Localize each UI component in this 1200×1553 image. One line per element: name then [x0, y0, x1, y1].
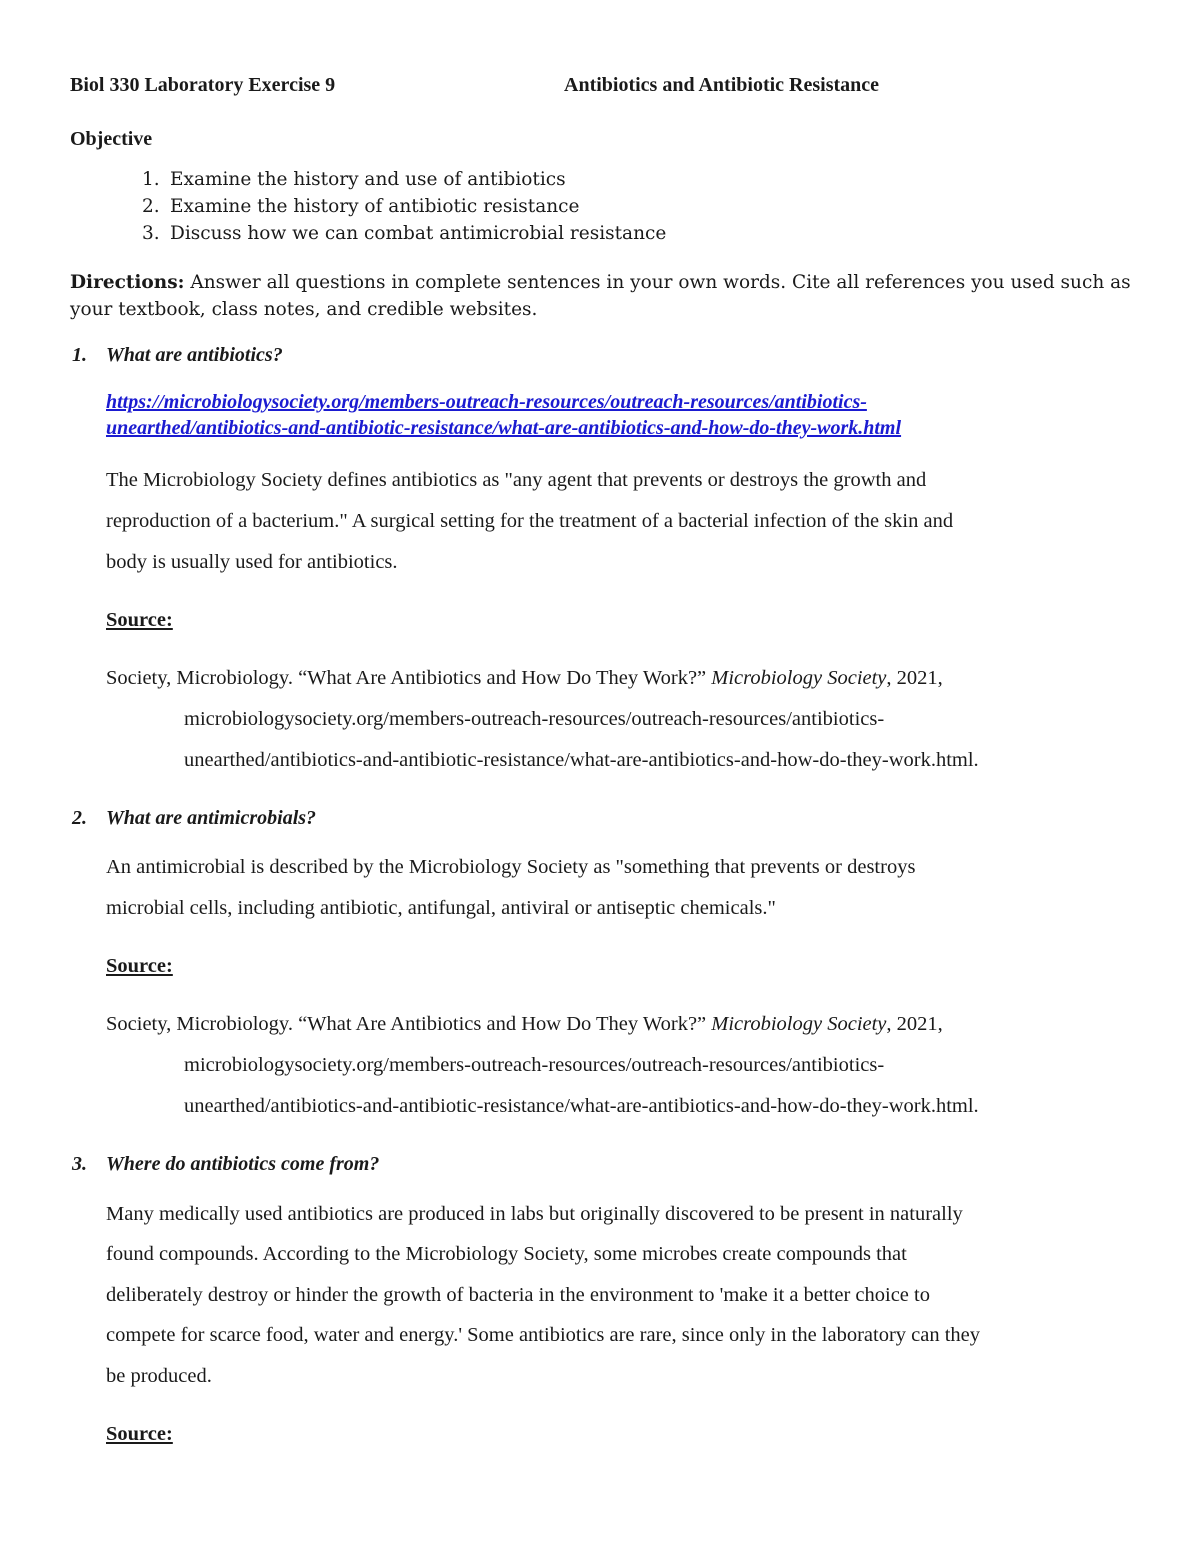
objective-heading: Objective: [70, 128, 153, 150]
citation-journal: Microbiology Society: [711, 667, 887, 689]
question-number: 2.: [72, 807, 87, 829]
objective-item-text: Examine the history and use of antibiotics: [170, 169, 566, 190]
citation-year: , 2021,: [886, 667, 943, 689]
question-text: Where do antibiotics come from?: [106, 1153, 380, 1175]
answer-line: found compounds. According to the Microbiology Society, some microbes create compounds that: [106, 1243, 907, 1265]
answer-line: be produced.: [106, 1365, 212, 1387]
source-label: Source:: [106, 1423, 173, 1445]
question-text: What are antimicrobials?: [106, 807, 317, 829]
exercise-title: Antibiotics and Antibiotic Resistance: [564, 74, 880, 96]
reference-link[interactable]: unearthed/antibiotics-and-antibiotic-resistance/what-are-antibiotics-and-how-do-they-work.html: [106, 417, 902, 439]
citation-line: unearthed/antibiotics-and-antibiotic-resistance/what-are-antibiotics-and-how-do-they-work.html.: [184, 749, 979, 771]
answer-line: compete for scarce food, water and energy.' Some antibiotics are rare, since only in the laboratory can they: [106, 1324, 981, 1346]
question-3: [72, 1153, 379, 1176]
citation-title: Society, Microbiology. “What Are Antibiotics and How Do They Work?”: [106, 1013, 712, 1035]
question-2: [72, 807, 316, 830]
directions-line: [70, 272, 1131, 293]
source-label: Source:: [106, 609, 173, 631]
objective-item-number: 1.: [142, 169, 160, 190]
objective-item-text: Examine the history of antibiotic resistance: [170, 196, 580, 217]
course-title: Biol 330 Laboratory Exercise 9: [70, 74, 336, 96]
answer-line: body is usually used for antibiotics.: [106, 551, 398, 573]
objective-item-number: 2.: [142, 196, 160, 217]
objective-item-number: 3.: [142, 223, 160, 244]
source-label: Source:: [106, 955, 173, 977]
directions-text: Answer all questions in complete sentences in your own words. Cite all references you used such as: [184, 272, 1131, 293]
answer-line: deliberately destroy or hinder the growth of bacteria in the environment to 'make it a better choice to: [106, 1284, 930, 1306]
citation-line: [106, 1013, 943, 1036]
question-number: 1.: [72, 344, 87, 366]
answer-line: microbial cells, including antibiotic, antifungal, antiviral or antiseptic chemicals.": [106, 897, 776, 919]
citation-line: microbiologysociety.org/members-outreach-resources/outreach-resources/antibiotics-: [184, 1054, 885, 1076]
citation-line: microbiologysociety.org/members-outreach-resources/outreach-resources/antibiotics-: [184, 708, 885, 730]
directions-line: your textbook, class notes, and credible websites.: [70, 299, 538, 320]
objective-item-text: Discuss how we can combat antimicrobial resistance: [170, 223, 667, 244]
question-text: What are antibiotics?: [106, 344, 283, 366]
citation-line: [106, 667, 943, 690]
citation-title: Society, Microbiology. “What Are Antibiotics and How Do They Work?”: [106, 667, 712, 689]
objective-item: [142, 196, 579, 217]
reference-link[interactable]: https://microbiologysociety.org/members-outreach-resources/outreach-resources/antibiotics-: [106, 391, 867, 413]
question-1: [72, 344, 283, 367]
objective-item: [142, 169, 566, 190]
citation-line: unearthed/antibiotics-and-antibiotic-resistance/what-are-antibiotics-and-how-do-they-work.html.: [184, 1095, 979, 1117]
answer-line: Many medically used antibiotics are produced in labs but originally discovered to be present in naturally: [106, 1203, 963, 1225]
directions-label: Directions:: [70, 272, 185, 293]
objective-item: [142, 223, 666, 244]
answer-line: reproduction of a bacterium." A surgical setting for the treatment of a bacterial infection of the skin and: [106, 510, 954, 532]
citation-year: , 2021,: [886, 1013, 943, 1035]
citation-journal: Microbiology Society: [711, 1013, 887, 1035]
question-number: 3.: [72, 1153, 87, 1175]
answer-line: An antimicrobial is described by the Microbiology Society as "something that prevents or destroys: [106, 856, 916, 878]
answer-line: The Microbiology Society defines antibiotics as "any agent that prevents or destroys the growth and: [106, 469, 927, 491]
